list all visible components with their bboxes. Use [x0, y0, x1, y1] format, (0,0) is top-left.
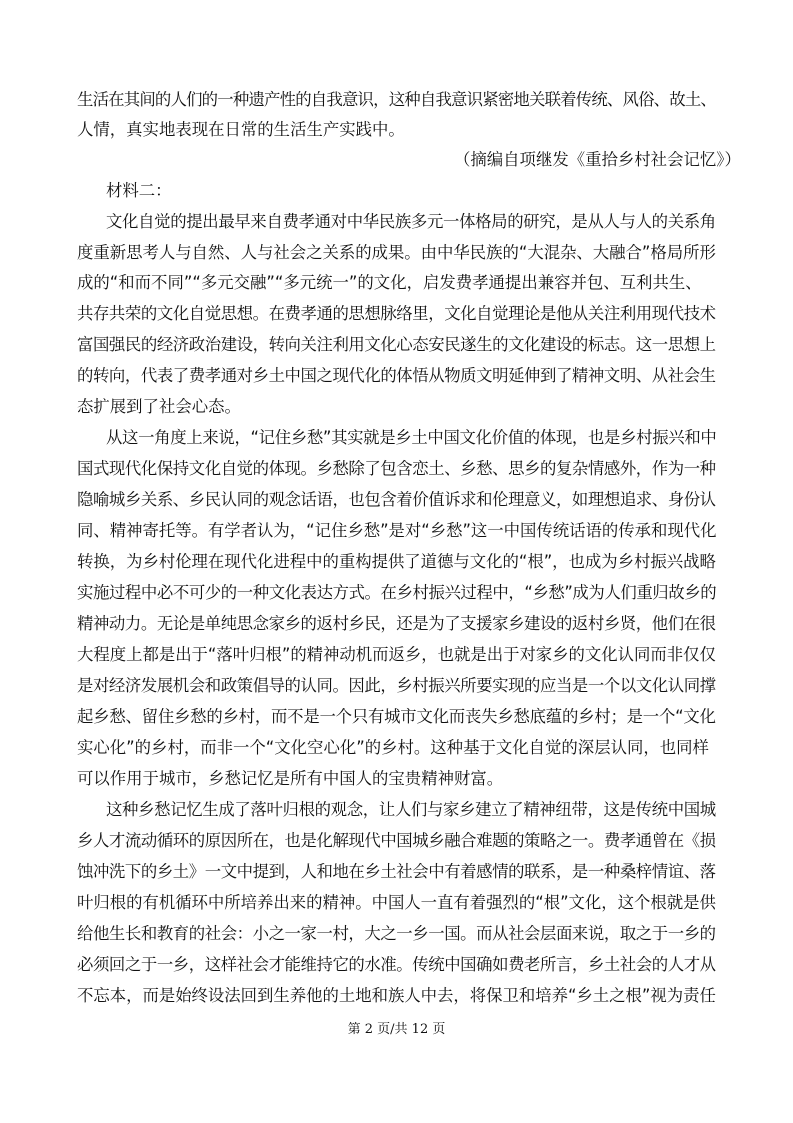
text-line: 度重新思考人与自然、人与社会之关系的成果。由中华民族的“大混杂、大融合”格局所形 [77, 243, 716, 262]
text-line: 的转向，代表了费孝通对乡土中国之现代化的体悟从物质文明延伸到了精神文明、从社会生 [77, 366, 716, 385]
text-line: 态扩展到了社会心态。 [77, 397, 241, 416]
text-line: 富国强民的经济政治建设，转向关注利用文化心态安民遂生的文化建设的标志。这一思想上 [77, 335, 716, 354]
text-line: 是对经济发展机会和政策倡导的认同。因此，乡村振兴所要实现的应当是一个以文化认同撑 [77, 676, 716, 695]
text-line: 实施过程中必不可少的一种文化表达方式。在乡村振兴过程中，“乡愁”成为人们重归故乡的 [77, 583, 717, 602]
text-line: 文化自觉的提出最早来自费孝通对中华民族多元一体格局的研究，是从人与人的关系角 [106, 212, 716, 231]
text-line: 转换，为乡村伦理在现代化进程中的重构提供了道德与文化的“根”，也成为乡村振兴战略 [77, 552, 716, 571]
text-line: 大程度上都是出于“落叶归根”的精神动机而返乡，也就是出于对家乡的文化认同而非仅仅 [77, 645, 716, 664]
text-line: 成的“和而不同”“多元交融”“多元统一”的文化，启发费孝通提出兼容并包、互利共生、 [77, 273, 702, 292]
text-line: 从这一角度上来说，“记住乡愁”其实就是乡土中国文化价值的体现，也是乡村振兴和中 [106, 428, 717, 447]
text-line: 蚀冲洗下的乡土》一文中提到，人和地在乡土社会中有着感情的联系，是一种桑梓情谊、落 [77, 862, 716, 881]
text-line: 叶归根的有机循环中所培养出来的精神。中国人一直有着强烈的“根”文化，这个根就是供 [77, 893, 716, 912]
text-line: 必须回之于一乡，这样社会才能维持它的水准。传统中国确如费老所言，乡土社会的人才从 [77, 955, 716, 974]
text-line: 生活在其间的人们的一种遗产性的自我意识，这种自我意识紧密地关联着传统、风俗、故土、 [77, 90, 717, 109]
text-line: 这种乡愁记忆生成了落叶归根的观念，让人们与家乡建立了精神纽带，这是传统中国城 [106, 800, 716, 819]
text-line: 隐喻城乡关系、乡民认同的观念话语，也包含着价值诉求和伦理意义，如理想追求、身份认 [77, 490, 716, 509]
text-line: 精神动力。无论是单纯思念家乡的返村乡民，还是为了支援家乡建设的返村乡贤，他们在很 [77, 614, 716, 633]
text-line: 共存共荣的文化自觉思想。在费孝通的思想脉络里，文化自觉理论是他从关注利用现代技术 [77, 304, 716, 323]
text-line: 人情，真实地表现在日常的生活生产实践中。 [77, 120, 405, 139]
page-number-footer: 第 2 页/共 12 页 [347, 1022, 446, 1037]
material-heading: 材料二： [106, 181, 172, 200]
text-line: 不忘本，而是始终设法回到生养他的土地和族人中去，将保卫和培养“乡土之根”视为责任 [77, 986, 716, 1005]
text-line: 同、精神寄托等。有学者认为，“记住乡愁”是对“乡愁”这一中国传统话语的传承和现代化 [77, 521, 717, 540]
text-line: 起乡愁、留住乡愁的乡村，而不是一个只有城市文化而丧失乡愁底蕴的乡村；是一个“文化 [77, 707, 716, 726]
text-line: 可以作用于城市，乡愁记忆是所有中国人的宝贵精神财富。 [77, 769, 504, 788]
text-line: 国式现代化保持文化自觉的体现。乡愁除了包含恋土、乡愁、思乡的复杂情感外，作为一种 [77, 459, 716, 478]
text-line: 给他生长和教育的社会：小之一家一村，大之一乡一国。而从社会层面来说，取之于一乡的 [77, 924, 716, 943]
text-line: 实心化”的乡村，而非一个“文化空心化”的乡村。这种基于文化自觉的深层认同，也同样 [77, 738, 709, 757]
text-line: 乡人才流动循环的原因所在，也是化解现代中国城乡融合难题的策略之一。费孝通曾在《损 [77, 831, 716, 850]
source-citation: （摘编自项继发《重拾乡村社会记忆》） [454, 150, 741, 169]
